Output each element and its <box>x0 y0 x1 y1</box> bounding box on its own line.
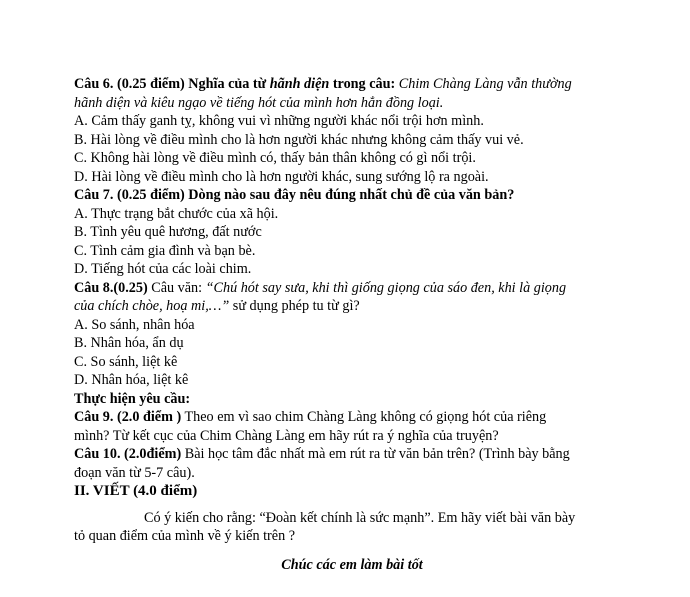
question-8-quote-line1: “Chú hót say sưa, khi thì giống giọng của sáo đen, khi là giọng <box>205 279 567 296</box>
question-6 <box>74 75 650 186</box>
question-8 <box>74 279 650 390</box>
section-practice-heading: Thực hiện yêu cầu: <box>74 390 191 407</box>
question-7-label: Câu 7. (0.25 điểm) Dòng nào sau đây nêu đúng nhất chủ đề của văn bản? <box>74 187 515 203</box>
question-8-label: Câu 8.(0.25) <box>74 279 148 296</box>
question-10-label: Câu 10. (2.0điểm) <box>74 446 182 462</box>
question-8-option-b: B. Nhân hóa, ẩn dụ <box>74 335 184 351</box>
question-7-option-b: B. Tình yêu quê hương, đất nước <box>74 224 262 240</box>
question-8-prefix: Câu văn: <box>147 279 206 296</box>
question-9 <box>74 408 650 445</box>
question-7-option-d: D. Tiếng hót của các loài chim. <box>74 261 252 277</box>
question-7-option-c: C. Tình cảm gia đình và bạn bè. <box>74 242 256 259</box>
question-9-label: Câu 9. (2.0 điểm ) <box>74 409 182 425</box>
question-8-suffix: sử dụng phép tu từ gì? <box>229 298 360 314</box>
question-10-line2: đoạn văn từ 5-7 câu). <box>74 464 195 481</box>
question-6-term: hãnh diện <box>269 76 330 92</box>
question-7-option-a: A. Thực trạng bắt chước của xã hội. <box>74 205 279 222</box>
question-7 <box>74 186 650 279</box>
essay-prompt <box>74 509 650 546</box>
question-8-option-c: C. So sánh, liệt kê <box>74 353 178 370</box>
section-writing-heading: II. VIẾT (4.0 điểm) <box>74 483 198 499</box>
essay-line1: Có ý kiến cho rằng: “Đoàn kết chính là sức mạnh”. Em hãy viết bài văn bày <box>144 509 576 526</box>
closing-note: Chúc các em làm bài tốt <box>281 556 423 573</box>
question-8-option-a: A. So sánh, nhân hóa <box>74 316 195 333</box>
question-6-label: Câu 6. (0.25 điểm) Nghĩa của từ <box>74 76 270 92</box>
question-9-line2: mình? Từ kết cục của Chim Chàng Làng em hãy rút ra ý nghĩa của truyện? <box>74 427 499 444</box>
question-8-quote-line2: của chích chòe, hoạ mi,…” <box>74 298 230 314</box>
question-6-option-a: A. Cảm thấy ganh tỵ, không vui vì những người khác nổi trội hơn mình. <box>74 113 484 129</box>
question-10 <box>74 445 650 482</box>
question-6-quote-line2: hãnh diện và kiêu ngạo về tiếng hót của mình hơn hẳn đồng loại. <box>74 94 444 111</box>
question-6-prompt <box>74 75 650 94</box>
question-10-line1: Bài học tâm đắc nhất mà em rút ra từ văn bản trên? (Trình bày bằng <box>181 446 570 462</box>
essay-line2: tỏ quan điểm của mình về ý kiến trên ? <box>74 528 296 544</box>
question-6-option-b: B. Hài lòng về điều mình cho là hơn người khác nhưng không cảm thấy vui vẻ. <box>74 131 524 148</box>
question-8-option-d: D. Nhân hóa, liệt kê <box>74 372 189 388</box>
question-6-quote-line1: Chim Chàng Làng vẫn thường <box>398 76 572 92</box>
question-6-option-c: C. Không hài lòng về điều mình có, thấy bản thân không có gì nổi trội. <box>74 150 476 166</box>
question-6-mid: trong câu: <box>329 76 399 92</box>
question-6-option-d: D. Hài lòng về điều mình cho là hơn người khác, sung sướng lộ ra ngoài. <box>74 168 489 185</box>
question-9-line1: Theo em vì sao chim Chàng Làng không có giọng hót của riêng <box>181 409 547 425</box>
